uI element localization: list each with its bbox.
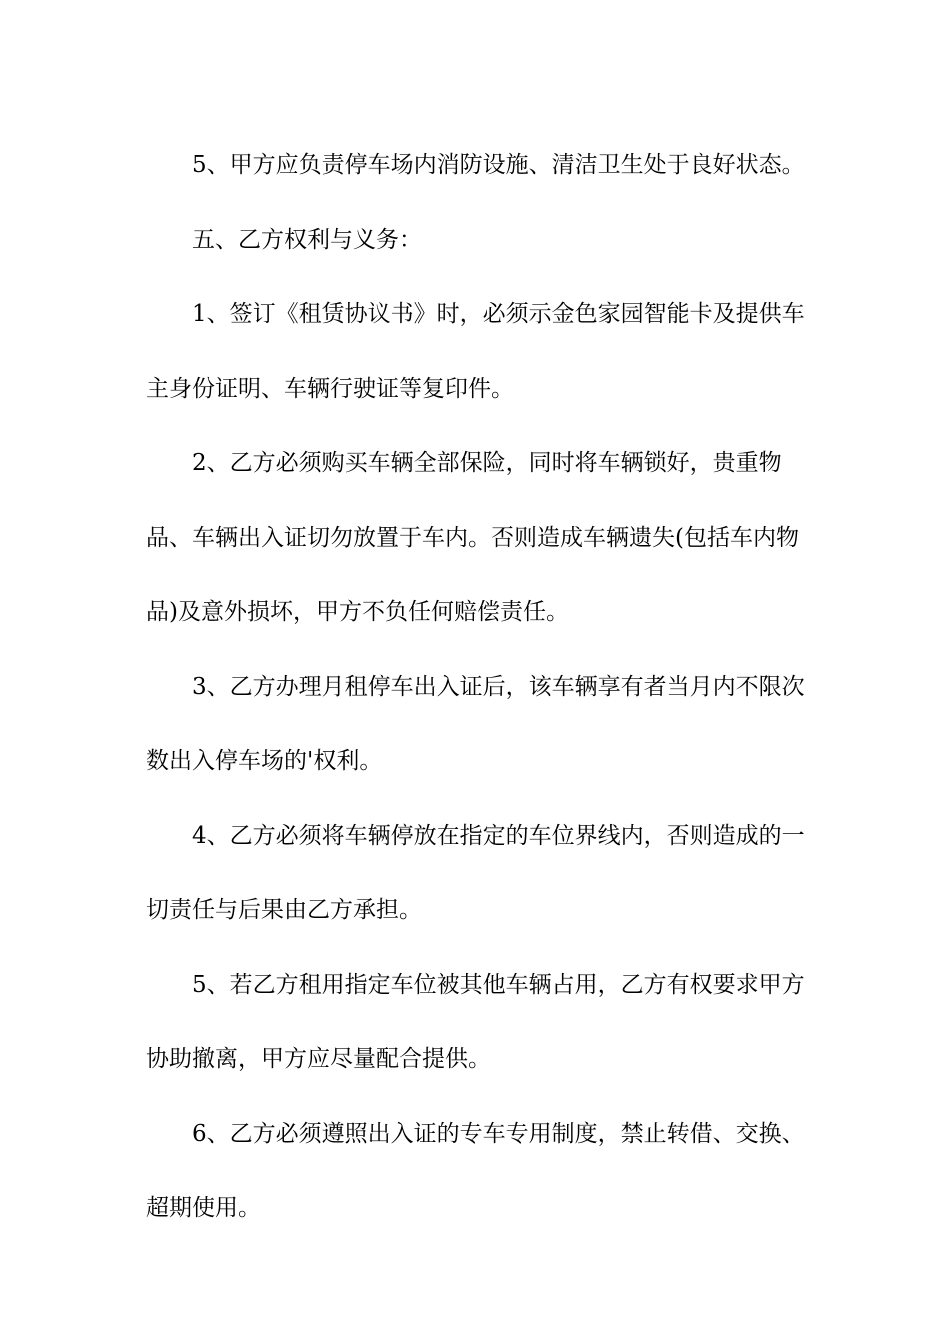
document-body <box>146 128 826 1246</box>
paragraph-party-b-clause-2: 2、乙方必须购买车辆全部保险，同时将车辆锁好，贵重物品、车辆出入证切勿放置于车内。否则造成车辆遗失(包括车内物品)及意外损坏，甲方不负任何赔偿责任。 <box>146 450 799 625</box>
paragraph-party-b-clause-3: 3、乙方办理月租停车出入证后，该车辆享有者当月内不限次数出入停车场的'权利。 <box>146 673 805 774</box>
paragraph-party-b-clause-1: 1、签订《租赁协议书》时，必须示金色家园智能卡及提供车主身份证明、车辆行驶证等复印件。 <box>146 301 805 402</box>
paragraph-party-b-clause-5: 5、若乙方租用指定车位被其他车辆占用，乙方有权要求甲方协助撤离，甲方应尽量配合提供。 <box>146 971 805 1072</box>
paragraph-party-b-clause-4: 4、乙方必须将车辆停放在指定的车位界线内，否则造成的一切责任与后果由乙方承担。 <box>146 822 805 923</box>
paragraph-party-b-clause-6: 6、乙方必须遵照出入证的专车专用制度，禁止转借、交换、超期使用。 <box>146 1120 805 1221</box>
section-heading-party-b-rights: 五、乙方权利与义务： <box>192 226 422 253</box>
paragraph-party-a-clause-5: 5、甲方应负责停车场内消防设施、清洁卫生处于良好状态。 <box>192 152 805 178</box>
